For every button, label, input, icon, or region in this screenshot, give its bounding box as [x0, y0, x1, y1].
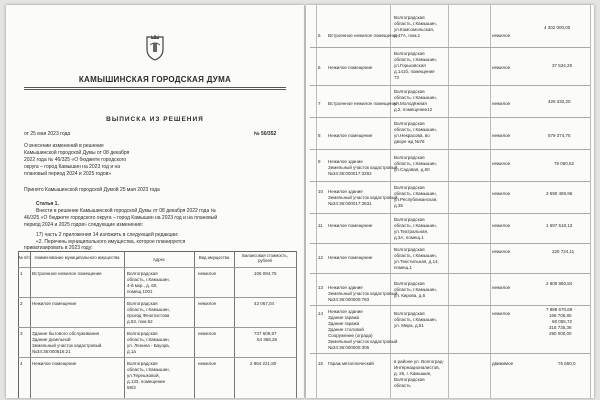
row-num: 5 — [318, 33, 321, 38]
row-cost: 79 050,62 — [554, 161, 575, 166]
row-address: ул.Терешковой, — [127, 373, 160, 378]
row-type: нежилое — [492, 65, 511, 70]
row-address: Волгоградская — [394, 377, 425, 382]
row-name: Земельный участок кадастровый — [328, 339, 398, 344]
row-cost: 426 332,20 — [548, 99, 571, 104]
row-address: область, г.Камышин, — [394, 253, 437, 258]
row-address: помещ.1 — [394, 265, 412, 270]
row-num: 10 — [318, 189, 324, 194]
row-name: Здание бытового обслуживания — [32, 331, 100, 336]
clause-17: 17) часть 2 приложения 14 изложить в следующей редакции: — [36, 232, 179, 238]
row-cost: 316 735,36 — [549, 325, 572, 330]
row-address: д.141б, помещение — [394, 69, 435, 74]
row-type: нежилое — [198, 271, 217, 276]
row-address: Волгоградская — [394, 311, 425, 316]
row-address: область, г.Камышин, — [394, 161, 437, 166]
row-cost: 168 706,80 — [549, 313, 572, 318]
row-address: Волгоградская — [127, 271, 158, 276]
row-num: 8 — [318, 133, 321, 138]
row-num: 1 — [20, 271, 23, 276]
row-address: д.133, помещение — [127, 379, 166, 384]
row-name: Нежилое здание — [328, 285, 363, 290]
row-name: Нежилое помещение — [328, 223, 373, 228]
row-name: Нежилое здание — [328, 159, 363, 164]
row-address: Волгоградская — [394, 185, 425, 190]
row-name: №34:36:000816:21 — [32, 349, 71, 354]
article-text: 46/325 «О бюджете городского округа – город Камышин на 2023 год и на плановый — [24, 215, 218, 221]
row-address: помещ.1001 — [127, 289, 153, 294]
row-name: Нежилое здание — [328, 309, 363, 314]
row-address: ул.Некрасова, во — [394, 133, 430, 138]
row-address: Волгоградская — [394, 247, 425, 252]
row-address: область, г.Камышин, — [127, 337, 170, 342]
row-address: ул.Садовая, д.60 — [394, 167, 430, 172]
row-address: область, г.Камышин, — [394, 21, 437, 26]
row-address: 59/3 — [127, 385, 136, 390]
row-address: д.53, пом 62 — [127, 319, 153, 324]
subject-line: 2022 года № 46/325 «О бюджете городского — [24, 157, 127, 163]
row-address: ул. Кирова, д.6 — [394, 293, 426, 298]
row-num: 6 — [318, 65, 321, 70]
row-address: Волгоградская — [394, 121, 425, 126]
row-type: нежилое — [492, 311, 511, 316]
row-type: нежилое — [198, 301, 217, 306]
row-name: Здание дизельной — [32, 337, 71, 342]
row-address: ул.Горьковская — [394, 63, 426, 68]
row-address: ул. Мира, д.51 — [394, 323, 424, 328]
row-cost: 68 055,72 — [552, 319, 573, 324]
row-address: д.47А, пом.1 — [394, 33, 421, 38]
row-address: ул.Текстильная, д.14, — [394, 259, 439, 264]
row-num: 14 — [318, 311, 324, 316]
row-address: проезд Феоктистова — [127, 313, 170, 318]
header-rule-thin — [24, 89, 286, 90]
row-type: нежилое — [492, 161, 511, 166]
row-address: Волгоградская — [394, 217, 425, 222]
accepted-line: Принято Камышинской городской Думой 25 мая 2023 года — [24, 187, 160, 193]
row-name: Здание гаража — [328, 321, 360, 326]
row-cost: 7 888 670,69 — [546, 307, 573, 312]
row-address: д.1а — [127, 349, 136, 354]
article-text: период 2024 и 2025 годов» следующие изменения: — [24, 222, 143, 228]
row-address: область, г.Камышин, — [127, 367, 170, 372]
row-address: область, г.Камышин, — [394, 223, 437, 228]
row-type: нежилое — [198, 361, 217, 366]
row-cost: 2 964 221,80 — [250, 361, 277, 366]
row-type: нежилое — [492, 191, 511, 196]
row-address: Волгоградская — [394, 155, 425, 160]
row-name: №34:36:000000:305 — [328, 345, 370, 350]
row-name: Здание столовой — [328, 327, 364, 332]
row-address: ул. Ленина - Бауэра, — [127, 343, 170, 348]
row-cost: 290 000,00 — [549, 331, 572, 336]
row-name: Нежилое помещение — [32, 301, 77, 306]
col-header-address: Адрес — [153, 257, 165, 262]
row-num: 11 — [318, 223, 323, 228]
row-address: Волгоградская — [127, 301, 158, 306]
article-heading: Статья 1. — [36, 201, 59, 207]
decision-date: от 25 мая 2023 года — [24, 131, 71, 137]
row-cost: 106 094,76 — [254, 271, 277, 276]
subject-line: О внесении изменений в решение — [24, 143, 104, 149]
row-address: область, г.Камышин, — [127, 307, 170, 312]
col-header-type: Вид имущества — [198, 255, 230, 260]
row-name: Нежилое здание — [328, 189, 363, 194]
row-name: Встроенное нежилое помещение — [32, 271, 102, 276]
row-name: Земельный участок кадастровый — [328, 195, 398, 200]
row-address: область, г.Камышин, — [394, 287, 437, 292]
row-type: нежилое — [492, 33, 511, 38]
row-address: Волгоградская — [394, 89, 425, 94]
col-header-num: № п/п — [18, 255, 30, 260]
organization-name: КАМЫШИНСКАЯ ГОРОДСКАЯ ДУМА — [78, 75, 232, 84]
row-cost: 76 650,0 — [558, 361, 576, 366]
row-address: Волгоградская — [127, 361, 158, 366]
row-cost: 579 374,75 — [548, 133, 571, 138]
row-address: область, г.Камышин, — [394, 127, 437, 132]
row-name: №34:36:000000:783 — [328, 297, 370, 302]
row-address: дворе жд №76 — [394, 139, 425, 144]
row-type: нежилое — [492, 133, 511, 138]
header-rule — [24, 87, 286, 88]
row-name: Здание гаража — [328, 315, 360, 320]
row-type: нежилое — [492, 101, 511, 106]
row-name: Нежилое помещение — [328, 255, 373, 260]
row-address: Интернационалистов, — [394, 365, 440, 370]
row-type: движимое — [492, 361, 514, 366]
row-address: Волгоградская — [394, 15, 425, 20]
subject-line: плановый период 2024 и 2025 годов» — [24, 171, 112, 177]
subject-line: Камышинской городской Думы от 08 декабря — [24, 150, 130, 156]
row-cost: 225 724,11 — [552, 249, 575, 254]
row-address: д.35 — [394, 203, 403, 208]
row-address: область, г.Камышин, — [394, 57, 437, 62]
city-coat-of-arms-icon — [144, 33, 166, 61]
row-address: д.2, помещение12 — [394, 107, 433, 112]
row-name: Земельный участок кадастровый — [328, 165, 398, 170]
row-name: Нежилое помещение — [328, 133, 373, 138]
row-address: д. 26, г. Камышин, — [394, 371, 432, 376]
row-cost: 737 609,87 — [254, 331, 277, 336]
row-num: 12 — [318, 255, 324, 260]
row-name: Сооружение (ограда) — [328, 333, 373, 338]
row-address: ул.Молодёжная — [394, 101, 427, 106]
row-name: Встроенное нежилое помещение — [328, 33, 398, 38]
row-address: 4-й мкр., д. 60, — [127, 283, 158, 288]
row-num: 2 — [20, 301, 23, 306]
row-cost: 2 809 860,84 — [546, 281, 573, 286]
row-address: область — [394, 383, 411, 388]
row-address: область, г.Камышин, — [394, 317, 437, 322]
row-cost: 37 534,28 — [552, 63, 573, 68]
row-type: нежилое — [492, 223, 511, 228]
row-num: 7 — [318, 101, 321, 106]
row-type: нежилое — [492, 249, 511, 254]
row-address: ул.Республиканская, — [394, 197, 438, 202]
row-num: 4 — [20, 361, 23, 366]
document-page-right — [306, 5, 594, 398]
row-num: 15 — [318, 361, 324, 366]
row-address: в районе ул. Волгоград- — [394, 359, 445, 364]
row-name: Гараж металлический — [328, 361, 374, 366]
document-page-left — [6, 5, 304, 398]
row-type: нежилое — [492, 285, 511, 290]
row-address: ул.Театральная, — [394, 229, 429, 234]
row-address: 73 — [394, 75, 400, 80]
document-title: ВЫПИСКА ИЗ РЕШЕНИЯ — [106, 116, 204, 123]
row-name: Нежилое помещение — [32, 361, 77, 366]
row-address: область, г.Камышин, — [127, 277, 170, 282]
row-name: Нежилое помещение — [328, 65, 373, 70]
row-name: №34:36:000017:3292 — [328, 171, 372, 176]
article-text: Внести в решение Камышинской городской Думы от 08 декабря 2022 года № — [36, 208, 217, 214]
row-address: область, г.Камышин, — [394, 191, 437, 196]
clause-2-cont: приватизировать в 2023 году: — [24, 245, 93, 251]
row-name: Встроенное нежилое помещение — [328, 101, 398, 106]
row-name: №34:36:000017:3631 — [328, 201, 372, 206]
decision-number: № 50/352 — [254, 131, 277, 137]
row-name: Земельный участок кадастровый — [32, 343, 102, 348]
row-num: 13 — [318, 285, 324, 290]
col-header-name: Наименование муниципального имущества — [34, 255, 120, 260]
row-cost: 4 302 000,00 — [544, 25, 571, 30]
row-num: 9 — [318, 159, 321, 164]
subject-line: округа – город Камышин на 2023 год и на — [24, 164, 121, 170]
row-cost: 43 067,04 — [254, 301, 275, 306]
row-address: д.3А, помещ.1 — [394, 235, 424, 240]
row-cost: 64 368,28 — [257, 337, 278, 342]
row-address: ул.Комсомольская, — [394, 27, 435, 32]
row-address: Волгоградская — [394, 51, 425, 56]
row-name: Земельный участок кадастровый — [328, 291, 398, 296]
row-address: Волгоградская — [127, 331, 158, 336]
row-cost: 3 590 469,96 — [546, 191, 573, 196]
row-address: Волгоградская — [394, 281, 425, 286]
row-num: 3 — [20, 331, 23, 336]
row-type: нежилое — [198, 331, 217, 336]
row-cost: 1 697 518,13 — [546, 223, 573, 228]
clause-2: «2. Перечень муниципального имущества, которое планируется — [36, 239, 186, 245]
col-header-cost: Балансовая стоимость, рублей — [242, 253, 288, 263]
row-address: область, г.Камышин, — [394, 95, 437, 100]
